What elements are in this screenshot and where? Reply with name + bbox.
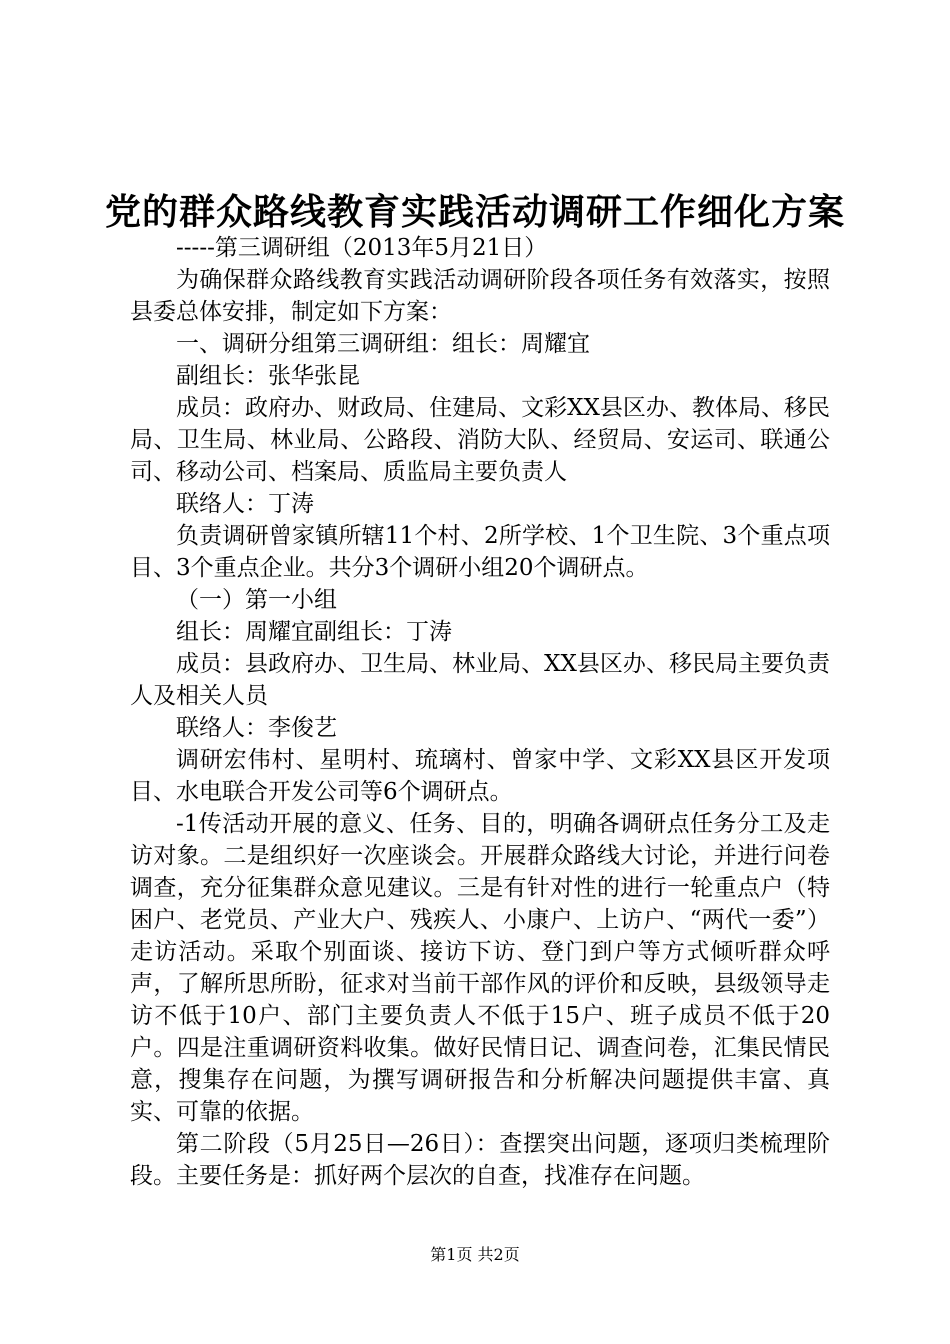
paragraph-subtitle: -----第三调研组（2013年5月21日） [176, 235, 548, 261]
paragraph: 成员：政府办、财政局、住建局、文彩XX县区办、教体局、移民局、卫生局、林业局、公路段、消防大队、经贸局、安运司、联通公司、移动公司、档案局、质监局主要负责人 [130, 395, 830, 485]
document-body [130, 232, 830, 1192]
paragraph: -1传活动开展的意义、任务、目的，明确各调研点任务分工及走访对象。二是组织好一次座谈会。开展群众路线大讨论，并进行问卷调查，充分征集群众意见建议。三是有针对性的进行一轮重点户（特困户、老党员、产业大户、残疾人、小康户、上访户、“两代一委”）走访活动。采取个别面谈、接访下访、登门到户等方式倾听群众呼声，了解所思所盼，征求对当前干部作风的评价和反映，县级领导走访不低于10户、部门主要负责人不低于15户、班子成员不低于20户。四是注重调研资料收集。做好民情日记、调查问卷，汇集民情民意，搜集存在问题，为撰写调研报告和分析解决问题提供丰富、真实、可靠的依据。 [130, 811, 830, 1125]
paragraph: 联络人：李俊艺 [176, 715, 337, 741]
page-number-footer: 第1页 共2页 [430, 1245, 520, 1264]
paragraph: 第二阶段（5月25日—26日）：查摆突出问题，逐项归类梳理阶段。主要任务是：抓好两个层次的自查，找准存在问题。 [130, 1131, 830, 1189]
paragraph-heading: （一）第一小组 [176, 587, 337, 613]
paragraph: 负责调研曾家镇所辖11个村、2所学校、1个卫生院、3个重点项目、3个重点企业。共分3个调研小组20个调研点。 [130, 523, 830, 581]
paragraph: 成员：县政府办、卫生局、林业局、XX县区办、移民局主要负责人及相关人员 [130, 651, 830, 709]
paragraph: 调研宏伟村、星明村、琉璃村、曾家中学、文彩XX县区开发项目、水电联合开发公司等6个调研点。 [130, 747, 830, 805]
document-title: 党的群众路线教育实践活动调研工作细化方案 [104, 191, 845, 233]
paragraph: 副组长：张华张昆 [176, 363, 360, 389]
paragraph: 组长：周耀宜副组长：丁涛 [176, 619, 452, 645]
paragraph: 一、调研分组第三调研组：组长：周耀宜 [176, 331, 590, 357]
paragraph: 联络人：丁涛 [176, 491, 314, 517]
paragraph: 为确保群众路线教育实践活动调研阶段各项任务有效落实，按照县委总体安排，制定如下方案： [130, 267, 830, 325]
